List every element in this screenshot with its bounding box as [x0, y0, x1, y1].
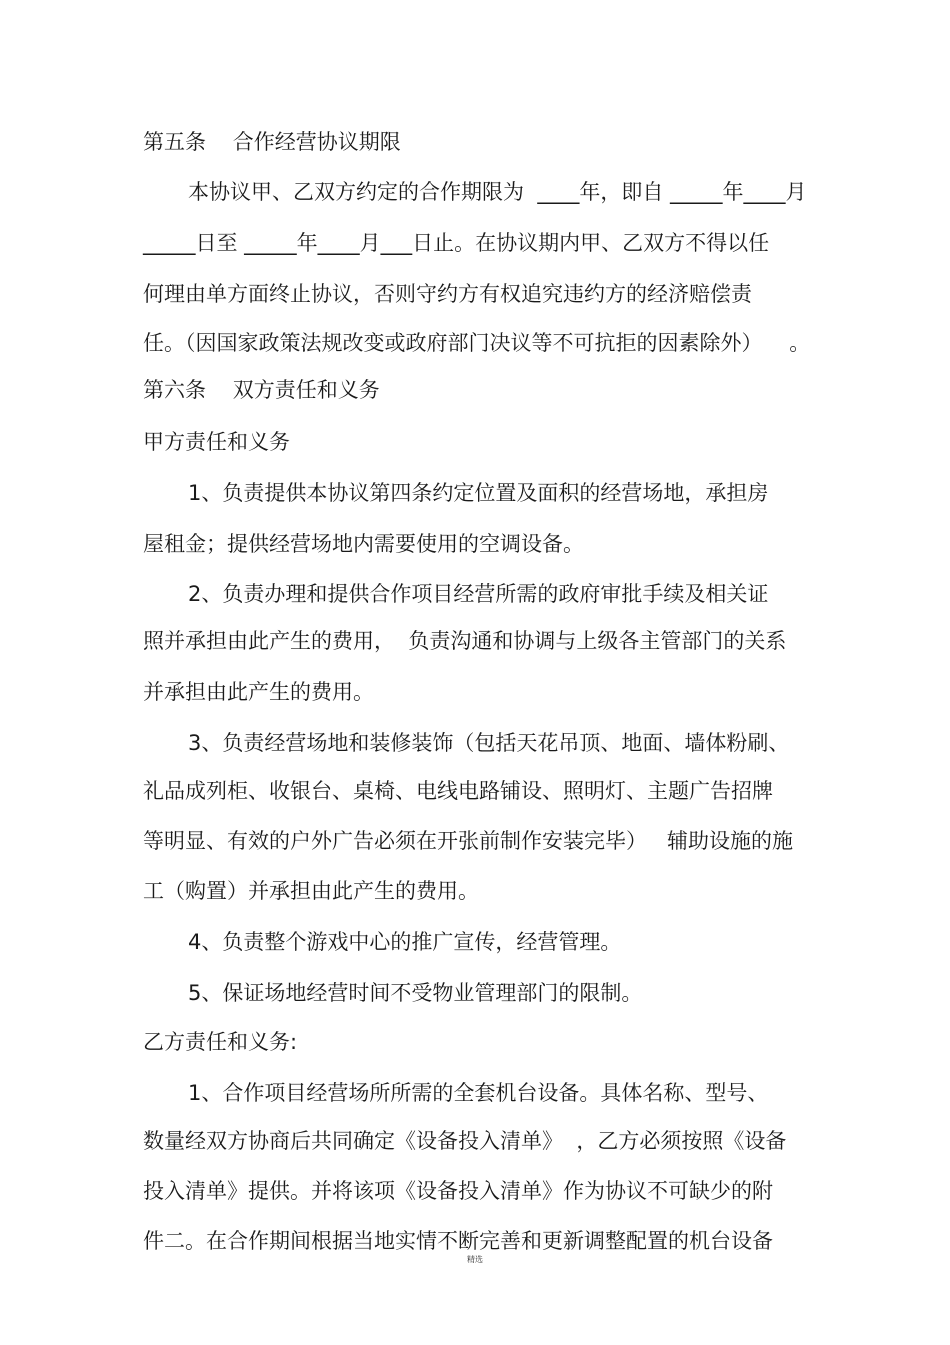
party-a-heading: 甲方责任和义务: [143, 430, 290, 454]
article-5-heading: 第五条 合作经营协议期限: [143, 130, 401, 154]
paragraph-line: 照并承担由此产生的费用， 负责沟通和协调与上级各主管部门的关系: [143, 629, 787, 653]
paragraph-line: 件二。在合作期间根据当地实情不断完善和更新调整配置的机台设备: [143, 1229, 773, 1253]
paragraph-line: 投入清单》提供。并将该项《设备投入清单》作为协议不可缺少的附: [143, 1179, 773, 1203]
paragraph-line: 5、保证场地经营时间不受物业管理部门的限制。: [188, 981, 643, 1005]
paragraph-line: 屋租金；提供经营场地内需要使用的空调设备。: [143, 532, 584, 556]
paragraph-line: 3、负责经营场地和装修装饰（包括天花吊顶、地面、墙体粉刷、: [188, 731, 790, 755]
paragraph-line: 任。（因国家政策法规改变或政府部门决议等不可抗拒的因素除外） 。: [143, 331, 811, 355]
paragraph-line: 2、负责办理和提供合作项目经营所需的政府审批手续及相关证: [188, 582, 769, 606]
paragraph-line: 数量经双方协商后共同确定《设备投入清单》 ，乙方必须按照《设备: [143, 1129, 787, 1153]
paragraph-line: 并承担由此产生的费用。: [143, 680, 374, 704]
paragraph-line: _____日至 _____年____月___日止。在协议期内甲、乙双方不得以任: [143, 231, 770, 255]
article-6-heading: 第六条 双方责任和义务: [143, 378, 380, 402]
paragraph-line: 礼品成列柜、收银台、桌椅、电线电路铺设、照明灯、主题广告招牌: [143, 779, 773, 803]
paragraph-line: 本协议甲、乙双方约定的合作期限为 ____年，即自 _____年____月: [188, 180, 807, 204]
paragraph-line: 工（购置）并承担由此产生的费用。: [143, 879, 479, 903]
paragraph-line: 1、合作项目经营场所所需的全套机台设备。具体名称、型号、: [188, 1081, 769, 1105]
paragraph-line: 等明显、有效的户外广告必须在开张前制作安装完毕） 辅助设施的施: [143, 829, 794, 853]
paragraph-line: 4、负责整个游戏中心的推广宣传，经营管理。: [188, 930, 622, 954]
page-footer: 精选: [467, 1255, 483, 1264]
party-b-heading: 乙方责任和义务:: [143, 1030, 298, 1054]
paragraph-line: 1、负责提供本协议第四条约定位置及面积的经营场地，承担房: [188, 481, 769, 505]
paragraph-line: 何理由单方面终止协议，否则守约方有权追究违约方的经济赔偿责: [143, 282, 752, 306]
